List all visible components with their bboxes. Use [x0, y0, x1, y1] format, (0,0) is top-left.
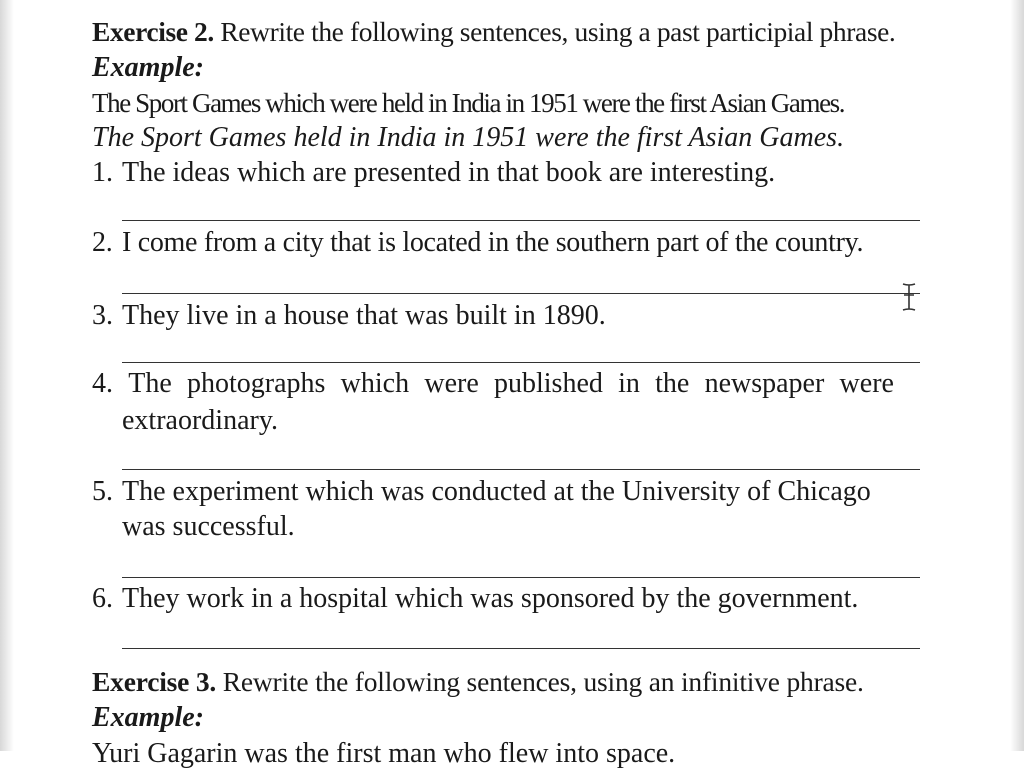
item-4-word: in	[618, 368, 640, 399]
item-4-second-line: extraordinary.	[122, 405, 278, 436]
item-6-answer-line[interactable]	[122, 648, 920, 649]
text-cursor-icon	[897, 281, 921, 313]
left-page-shadow	[0, 0, 14, 751]
exercise-2-item-2	[92, 226, 863, 260]
item-3-text: They live in a house that was built in 1890.	[122, 300, 606, 331]
exercise-2-label: Exercise 2.	[92, 16, 214, 47]
right-page-shadow	[1010, 0, 1024, 751]
exercise-3-instruction: Rewrite the following sentences, using an infinitive phrase.	[222, 666, 864, 697]
item-4-word: The	[128, 368, 172, 399]
item-2-number: 2.	[92, 227, 113, 258]
exercise-2-item-4	[92, 367, 894, 401]
exercise-2-example-answer: The Sport Games held in India in 1951 were the first Asian Games.	[92, 122, 845, 153]
item-4-first-line	[92, 367, 894, 401]
exercise-2-item-1	[92, 156, 775, 190]
item-5-answer-line[interactable]	[122, 577, 920, 578]
exercise-3-label: Exercise 3.	[92, 666, 217, 697]
exercise-2-item-3	[92, 299, 606, 333]
item-4-word: photographs	[187, 368, 326, 399]
item-3-answer-line[interactable]	[122, 362, 920, 363]
exercise-2-example-original: The Sport Games which were held in India in 1951 were the first Asian Games.	[92, 88, 845, 118]
item-4-word: the	[655, 368, 690, 399]
item-1-answer-line[interactable]	[122, 220, 920, 221]
item-1-text: The ideas which are presented in that book are interesting.	[122, 157, 776, 188]
item-1-number: 1.	[92, 157, 113, 188]
item-5-second-line: was successful.	[122, 511, 295, 542]
item-5-number: 5.	[92, 476, 113, 507]
exercise-2-heading	[92, 15, 895, 49]
item-2-answer-line[interactable]	[122, 293, 920, 294]
item-4-word: newspaper	[704, 368, 825, 399]
exercise-2-instruction: Rewrite the following sentences, using a past participial phrase.	[220, 16, 896, 47]
item-4-word: published	[493, 368, 603, 399]
item-4-word: which	[340, 368, 410, 399]
item-6-text: They work in a hospital which was sponsored by the government.	[122, 583, 859, 614]
exercise-2-item-6	[92, 582, 858, 616]
item-3-number: 3.	[92, 300, 113, 331]
item-4-answer-line[interactable]	[122, 469, 920, 470]
item-4-word: were	[839, 368, 894, 399]
item-2-text: I come from a city that is located in the southern part of the country.	[122, 227, 864, 258]
exercise-3-example-label: Example:	[92, 702, 204, 733]
exercise-3-heading	[92, 665, 864, 699]
item-5-text: The experiment which was conducted at the University of Chicago	[122, 476, 871, 507]
item-4-word: were	[424, 368, 479, 399]
item-4-number: 4.	[92, 368, 113, 399]
item-6-number: 6.	[92, 583, 113, 614]
exercise-2-example-label: Example:	[92, 52, 204, 83]
exercise-2-item-5	[92, 475, 871, 509]
exercise-3-example-original: Yuri Gagarin was the first man who flew into space.	[92, 738, 676, 769]
